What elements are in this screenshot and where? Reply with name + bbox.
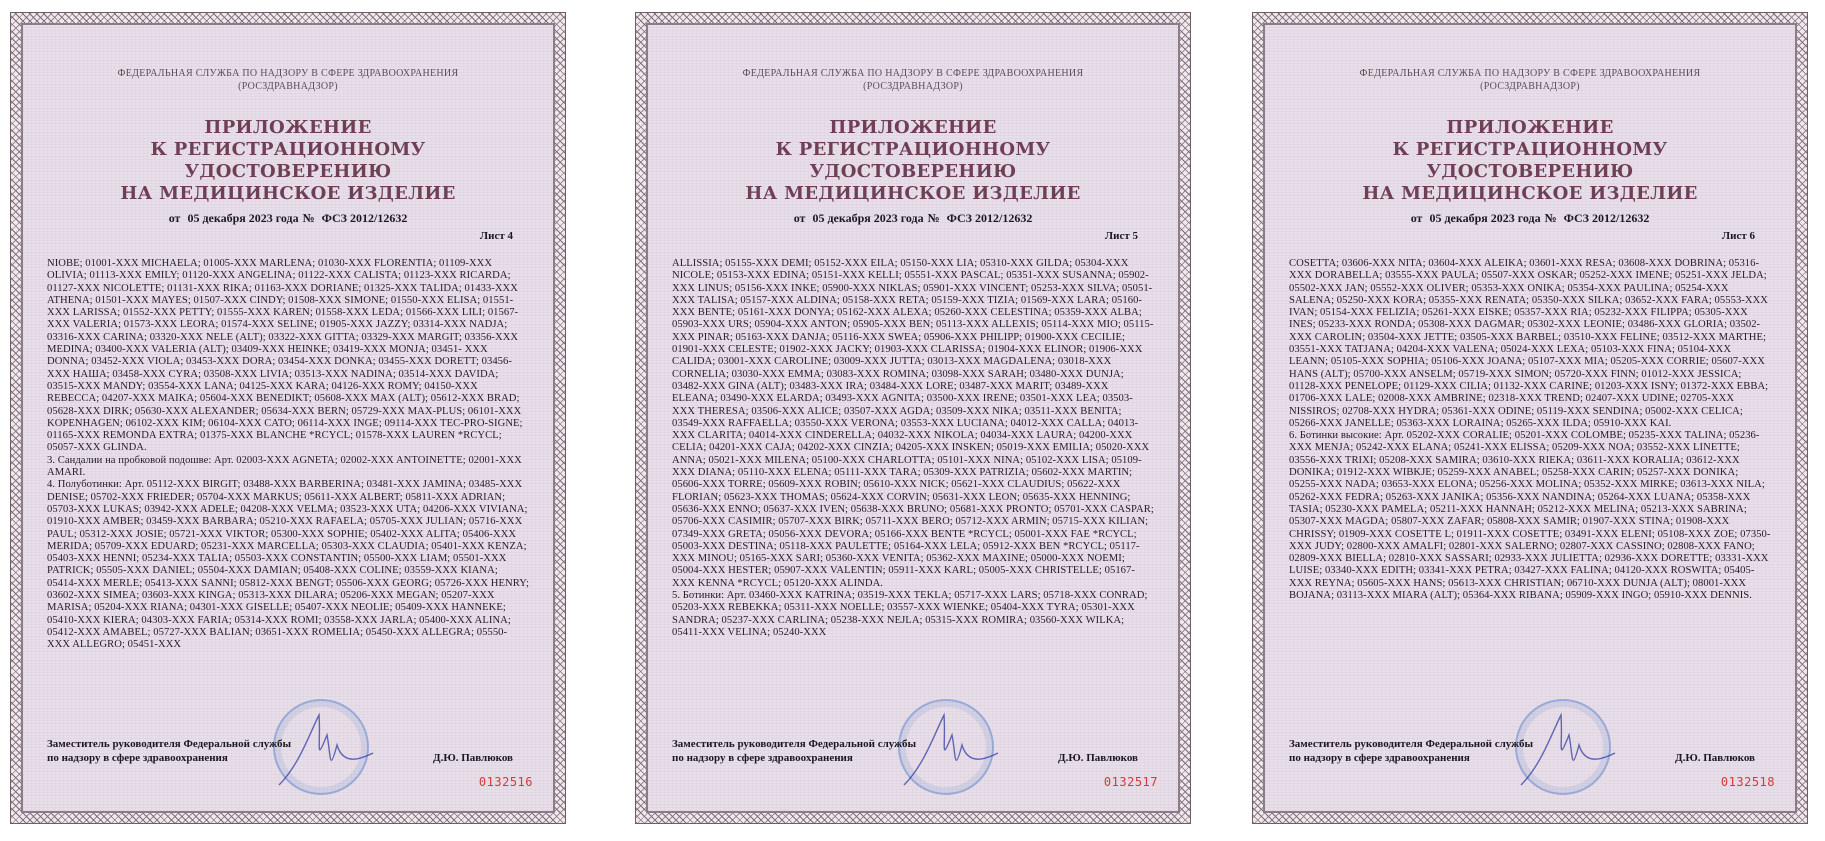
title-line-3: НА МЕДИЦИНСКОЕ ИЗДЕЛИЕ — [120, 183, 456, 204]
certificate-sheet-5 — [635, 12, 1191, 824]
registration-number: ФСЗ 2012/12632 — [1563, 211, 1650, 225]
body-paragraph: 4. Полуботинки: Арт. 05112-XXX BIRGIT; 03488-XXX BARBERINA; 03481-XXX JAMINA; 03485-XXX DENISE; 05702-XXX FRIEDER; 05704-XXX MARKUS; 05611-XXX ALBERT; 05811-XXX ADRIAN; 05703-XXX LUKAS; 03942-XXX ADELE; 04208-XXX VELMA; 03523-XXX UTA; 04206-XXX VIVIANA; 01910-XXX AMBER; 03459-XXX BARBARA; 05210-XXX RAFAELA; 05705-XXX JULIAN; 05716-XXX PAUL; 05312-XXX JOSIE; 05721-XXX VIKTOR; 05300-XXX SOPHIE; 05402-XXX ALITA; 05406-XXX MERIDA; 05709-XXX EDUARD; 05231-XXX MARCELLA; 05303-XXX CLAUDIA; 05401-XXX KENZA; 05403-XXX HENNI; 05234-XXX TALIA; 05503-XXX CONSTANTIN; 05500-XXX LIAM; 05501-XXX PATRICK; 05505-XXX DANIEL; 05504-XXX DAMIAN; 05408-XXX COLINE; 03559-XXX KIANA; 05414-XXX MERLE; 05413-XXX SANNI; 05812-XXX BENGT; 05506-XXX GEORG; 05726-XXX HENRY; 03602-XXX SIMEA; 03603-XXX KINGA; 05313-XXX DILARA; 05206-XXX MEGAN; 05207-XXX MARISA; 05204-XXX RIANA; 04301-XXX GISELLE; 05407-XXX NEOLIE; 05409-XXX HANNEKE; 05410-XXX KIERA; 04303-XXX FARIA; 05314-XXX ROMI; 03558-XXX JARLA; 05400-XXX ALINA; 05412-XXX AMABEL; 05727-XXX BALIAN; 03651-XXX ROMELIA; 05450-XXX ALLEGRA; 05550-XXX ALLEGRO; 05451-XXX — [47, 479, 529, 651]
sheet-number: Лист 5 — [1104, 230, 1138, 242]
body-paragraph: COSETTA; 03606-XXX NITA; 03604-XXX ALEIKA; 03601-XXX RESA; 03608-XXX DOBRINA; 05316-XXX DORABELLA; 03555-XXX PAULA; 05507-XXX OSKAR; 05252-XXX IMENE; 05251-XXX JELDA; 05502-XXX JAN; 05552-XXX OLIVER; 05353-XXX ONIKA; 05354-XXX PAULINA; 05254-XXX SALENA; 05250-XXX KORA; 05355-XXX RENATA; 05350-XXX SILKA; 03652-XXX FARA; 05553-XXX IVAN; 05154-XXX FELIZIA; 05261-XXX EISKE; 05357-XXX RIA; 05232-XXX FILIPPA; 05305-XXX INES; 05233-XXX RONDA; 05308-XXX DAGMAR; 05302-XXX LEONIE; 03486-XXX GLORIA; 03502-XXX CAROLIN; 03504-XXX JETTE; 03505-XXX BARBEL; 03510-XXX FELINE; 03512-XXX MARTHE; 03551-XXX TATJANA; 04204-XXX VALENA; 05024-XXX LEXA; 05103-XXX FINA; 05104-XXX LEANN; 05105-XXX SOPHIA; 05106-XXX JOANA; 05107-XXX MIA; 05205-XXX CORRIE; 05607-XXX HANS (ALT); 05700-XXX ANSELM; 05719-XXX SIMON; 05720-XXX FINN; 01012-XXX JESSICA; 01128-XXX PENELOPE; 01129-XXX CILIA; 01132-XXX CARINE; 01203-XXX ISNY; 01372-XXX EBBA; 01706-XXX LALE; 02008-XXX AMBRINE; 02318-XXX TREND; 02407-XXX UDINE; 02705-XXX NISSIROS; 02708-XXX HYDRA; 05361-XXX ODINE; 05119-XXX SENDINA; 05002-XXX CELICA; 05266-XXX JANELLE; 05363-XXX LORAINA; 05265-XXX ILDA; 05910-XXX KAI. — [1289, 258, 1769, 429]
registration-number: ФСЗ 2012/12632 — [321, 211, 408, 225]
agency-line-1: ФЕДЕРАЛЬНАЯ СЛУЖБА ПО НАДЗОРУ В СФЕРЕ ЗДРАВООХРАНЕНИЯ — [117, 68, 459, 79]
title-line-3: НА МЕДИЦИНСКОЕ ИЗДЕЛИЕ — [1362, 183, 1698, 204]
agency-line-1: ФЕДЕРАЛЬНАЯ СЛУЖБА ПО НАДЗОРУ В СФЕРЕ ЗДРАВООХРАНЕНИЯ — [1359, 68, 1701, 79]
agency-line-1: ФЕДЕРАЛЬНАЯ СЛУЖБА ПО НАДЗОРУ В СФЕРЕ ЗДРАВООХРАНЕНИЯ — [742, 68, 1084, 79]
body-paragraph: 5. Ботинки: Арт. 03460-XXX KATRINA; 03519-XXX TEKLA; 05717-XXX LARS; 05718-XXX CONRAD; 05203-XXX REBEKKA; 05311-XXX NOELLE; 03557-XXX WIENKE; 05404-XXX TYRA; 05301-XXX SANDRA; 05237-XXX CARLINA; 05238-XXX NEJLA; 05315-XXX ROMIRA; 03560-XXX WILKA; 05411-XXX VELINA; 05240-XXX — [672, 590, 1148, 638]
title-line-1: ПРИЛОЖЕНИЕ — [829, 117, 997, 138]
number-sign: № — [302, 211, 315, 225]
date-prefix: от — [1410, 211, 1423, 225]
document-body — [47, 258, 529, 758]
certificate-sheet-6 — [1252, 12, 1808, 824]
document-body — [672, 258, 1154, 758]
title-line-2: К РЕГИСТРАЦИОННОМУ УДОСТОВЕРЕНИЮ — [150, 139, 426, 182]
agency-name — [1289, 67, 1771, 93]
document-title — [672, 117, 1154, 205]
title-line-1: ПРИЛОЖЕНИЕ — [1446, 117, 1614, 138]
agency-name — [672, 67, 1154, 93]
document-body — [1289, 258, 1771, 758]
agency-line-2: (РОСЗДРАВНАДЗОР) — [238, 81, 338, 92]
serial-number: 0132518 — [1720, 775, 1775, 789]
sheet-inner — [21, 23, 555, 813]
signer-title-2: по надзору в сфере здравоохранения — [47, 752, 228, 764]
date-value: 05 декабря 2023 года — [187, 211, 299, 225]
signer-title-2: по надзору в сфере здравоохранения — [1289, 752, 1470, 764]
sheet-number: Лист 4 — [479, 230, 513, 242]
date-line — [47, 211, 529, 226]
title-line-2: К РЕГИСТРАЦИОННОМУ УДОСТОВЕРЕНИЮ — [1392, 139, 1668, 182]
title-line-3: НА МЕДИЦИНСКОЕ ИЗДЕЛИЕ — [745, 183, 1081, 204]
date-line — [672, 211, 1154, 226]
body-paragraph: ALLISSIA; 05155-XXX DEMI; 05152-XXX EILA; 05150-XXX LIA; 05310-XXX GILDA; 05304-XXX NICOLE; 05153-XXX EDINA; 05151-XXX KELLI; 05551-XXX PASCAL; 05351-XXX SUSANNA; 05902-XXX LINUS; 05156-XXX INKE; 05900-XXX NIKLAS; 05901-XXX VINCENT; 05253-XXX SILVA; 05051-XXX TALISA; 05157-XXX ALDINA; 05158-XXX RETA; 05159-XXX TIZIA; 01569-XXX LARA; 05160-XXX BENTE; 05161-XXX DONYA; 05162-XXX ALEXA; 05260-XXX CELESTINA; 05359-XXX ALBA; 05903-XXX URS; 05904-XXX ANTON; 05905-XXX BEN; 05113-XXX ALLEXIS; 05114-XXX MIO; 05115-XXX PINAR; 05163-XXX DANJA; 05116-XXX SWEA; 05906-XXX PHILIPP; 01900-XXX CECILIE; 01901-XXX CELESTE; 01902-XXX JACKY; 01903-XXX CLARISSA; 01904-XXX ELINOR; 01906-XXX CALIDA; 03001-XXX CAROLINE; 03009-XXX JUTTA; 03013-XXX MAGDALENA; 03018-XXX CORNELIA; 03030-XXX EMMA; 03083-XXX ROMINA; 03098-XXX SARAH; 03480-XXX DUNJA; 03482-XXX GINA (ALT); 03483-XXX IRA; 03484-XXX LORE; 03487-XXX MARIT; 03489-XXX ELEANA; 03490-XXX ELARDA; 03493-XXX AGNITA; 03500-XXX IRENE; 03501-XXX LEA; 03503-XXX THERESA; 03506-XXX ALICE; 03507-XXX AGDA; 03509-XXX NIKA; 03511-XXX BENITA; 03549-XXX RAFFAELLA; 03550-XXX VERONA; 03553-XXX LUCIANA; 04012-XXX CALLA; 04013-XXX CLARITA; 04014-XXX CINDERELLA; 04032-XXX NIKOLA; 04034-XXX LAURA; 04200-XXX CELIA; 04201-XXX CAJA; 04202-XXX CINZIA; 04205-XXX INSKEN; 05019-XXX EMILIA; 05020-XXX ANNA; 05021-XXX MILENA; 05100-XXX CHARLOTTA; 05101-XXX NINA; 05102-XXX LISA; 05109-XXX DIANA; 05110-XXX ELENA; 05111-XXX TARA; 05309-XXX PATRIZIA; 05602-XXX MARTIN; 05606-XXX TORRE; 05609-XXX ROBIN; 05610-XXX NICK; 05621-XXX CLAUDIUS; 05622-XXX FLORIAN; 05623-XXX THOMAS; 05624-XXX CORVIN; 05631-XXX LEON; 05635-XXX HENNING; 05636-XXX ENNO; 05637-XXX IVEN; 05638-XXX BRUNO; 05681-XXX PRONTO; 05701-XXX CASPAR; 05706-XXX CASIMIR; 05707-XXX BIRK; 05711-XXX BERO; 05712-XXX ARMIN; 05715-XXX KILIAN; 07349-XXX GRETA; 05056-XXX DEVORA; 05166-XXX BENTE *RCYCL; 05001-XXX FAE *RCYCL; 05003-XXX DESTINA; 05118-XXX PAULETTE; 05164-XXX LELA; 05912-XXX BEN *RCYCL; 05117-XXX MINOU; 05165-XXX SARI; 05360-XXX VENITA; 05362-XXX MAXINE; 05000-XXX NOEMI; 05004-XXX HESTER; 05907-XXX VALENTIN; 05911-XXX KARL; 05005-XXX CHRISTELLE; 05167-XXX KENNA *RCYCL; 05120-XXX ALINDA. — [672, 258, 1154, 589]
signer-name: Д.Ю. Павлюков — [1058, 752, 1138, 764]
date-prefix: от — [168, 211, 181, 225]
signer-title-1: Заместитель руководителя Федеральной службы — [47, 738, 292, 750]
signature-block — [47, 737, 529, 765]
document-title — [1289, 117, 1771, 205]
agency-name — [47, 67, 529, 93]
signer-title-2: по надзору в сфере здравоохранения — [672, 752, 853, 764]
agency-line-2: (РОСЗДРАВНАДЗОР) — [1480, 81, 1580, 92]
body-paragraph: 3. Сандалии на пробковой подошве: Арт. 02003-XXX AGNETA; 02002-XXX ANTOINETTE; 02001-XXX AMARI. — [47, 454, 522, 479]
number-sign: № — [927, 211, 940, 225]
signature-block — [672, 737, 1154, 765]
date-value: 05 декабря 2023 года — [1429, 211, 1541, 225]
signature-block — [1289, 737, 1771, 765]
signer-name: Д.Ю. Павлюков — [433, 752, 513, 764]
signer-title-1: Заместитель руководителя Федеральной службы — [672, 738, 917, 750]
serial-number: 0132516 — [478, 775, 533, 789]
sheet-inner — [1263, 23, 1797, 813]
signer-name: Д.Ю. Павлюков — [1675, 752, 1755, 764]
registration-number: ФСЗ 2012/12632 — [946, 211, 1033, 225]
serial-number: 0132517 — [1103, 775, 1158, 789]
body-paragraph: 6. Ботинки высокие: Арт. 05202-XXX CORALIE; 05201-XXX COLOMBE; 05235-XXX TALINA; 05236-XXX MENJA; 05242-XXX ELANA; 05241-XXX ELISSA; 05209-XXX NOA; 03552-XXX LINETTE; 03556-XXX TRIXI; 05208-XXX SAMIRA; 03610-XXX RIEKA; 03611-XXX KORALIA; 03612-XXX DONIKA; 01912-XXX WIBKJE; 05259-XXX ANABEL; 05258-XXX CARIN; 05257-XXX DONIKA; 05255-XXX NADA; 03653-XXX ELONA; 05256-XXX MOLINA; 05352-XXX MIRKE; 03613-XXX NILA; 05262-XXX FEDRA; 05263-XXX JANIKA; 05356-XXX NANDINA; 05264-XXX LUANA; 05358-XXX TASIA; 05230-XXX PAMELA; 05211-XXX HANNAH; 05212-XXX MELINA; 05213-XXX SABRINA; 05307-XXX MAGDA; 05807-XXX ZAFAR; 05808-XXX SAMIR; 01907-XXX STINA; 01908-XXX CHRISSY; 01909-XXX COSETTE L; 01911-XXX COSETTE; 03491-XXX ELENI; 05108-XXX ZOE; 07350-XXX JUDY; 02800-XXX AMALFI; 02801-XXX SALERNO; 02807-XXX CASSINO; 02808-XXX FANO; 02809-XXX BIELLA; 02810-XXX SASSARI; 02933-XXX JULIETTA; 02936-XXX DORETTE; 03331-XXX LUISE; 03340-XXX EDITH; 03341-XXX PETRA; 03427-XXX FALINA; 04120-XXX ROSWITA; 05405-XXX REYNA; 05605-XXX HANS; 05613-XXX CHRISTIAN; 06710-XXX DUNJA (ALT); 08001-XXX BOJANA; 03113-XXX MIARA (ALT); 05364-XXX RIBANA; 05909-XXX INGO; 05910-XXX DENNIS. — [1289, 430, 1771, 602]
title-line-2: К РЕГИСТРАЦИОННОМУ УДОСТОВЕРЕНИЮ — [775, 139, 1051, 182]
document-title — [47, 117, 529, 205]
body-paragraph: NIOBE; 01001-XXX MICHAELA; 01005-XXX MARLENA; 01030-XXX FLORENTIA; 01109-XXX OLIVIA; 01113-XXX EMILY; 01120-XXX ANGELINA; 01122-XXX CALISTA; 01123-XXX RICARDA; 01127-XXX NICOLETTE; 01131-XXX RIKA; 01163-XXX DORIANE; 01325-XXX TALIDA; 01433-XXX ATHENA; 01501-XXX MAYES; 01507-XXX CINDY; 01508-XXX SIMONE; 01550-XXX ELISA; 01551-XXX LARISSA; 01552-XXX PETTY; 01555-XXX KAREN; 01558-XXX LEDA; 01566-XXX LILI; 01567-XXX VALERIA; 01573-XXX LEORA; 01574-XXX SELINE; 01905-XXX JAZZY; 03314-XXX NADJA; 03316-XXX CARINA; 03320-XXX NELE (ALT); 03322-XXX GITTA; 03329-XXX MARGIT; 03356-XXX MEDINA; 03400-XXX VALERIA (ALT); 03409-XXX HEINKE; 03419-XXX MONJA; 03451- XXX DONNA; 03452-XXX VIOLA; 03453-XXX DORA; 03454-XXX DONKA; 03455-XXX DORETT; 03456-XXX НАША; 03458-XXX CYRA; 03508-XXX LIVIA; 03513-XXX NADINA; 03514-XXX DAVIDA; 03515-XXX MANDY; 03554-XXX LANA; 04125-XXX KARA; 04126-XXX ROMY; 04150-XXX REBECCA; 04207-XXX MAIKA; 05604-XXX BENEDIKT; 05608-XXX MAX (ALT); 05612-XXX BRAD; 05628-XXX DIRK; 05630-XXX ALEXANDER; 05634-XXX BERN; 05729-XXX MAX-PLUS; 06101-XXX KOPENHAGEN; 06102-XXX KIM; 06104-XXX CATO; 06114-XXX INGE; 09114-XXX TEC-PRO-SIGNE; 01165-XXX REMONDA EXTRA; 01375-XXX BLANCHE *RCYCL; 01578-XXX LAUREN *RCYCL; 05057-XXX GLINDA. — [47, 258, 523, 454]
number-sign: № — [1544, 211, 1557, 225]
sheet-number: Лист 6 — [1721, 230, 1755, 242]
signer-title-1: Заместитель руководителя Федеральной службы — [1289, 738, 1534, 750]
certificate-sheet-4 — [10, 12, 566, 824]
date-prefix: от — [793, 211, 806, 225]
sheet-inner — [646, 23, 1180, 813]
title-line-1: ПРИЛОЖЕНИЕ — [204, 117, 372, 138]
date-line — [1289, 211, 1771, 226]
agency-line-2: (РОСЗДРАВНАДЗОР) — [863, 81, 963, 92]
date-value: 05 декабря 2023 года — [812, 211, 924, 225]
